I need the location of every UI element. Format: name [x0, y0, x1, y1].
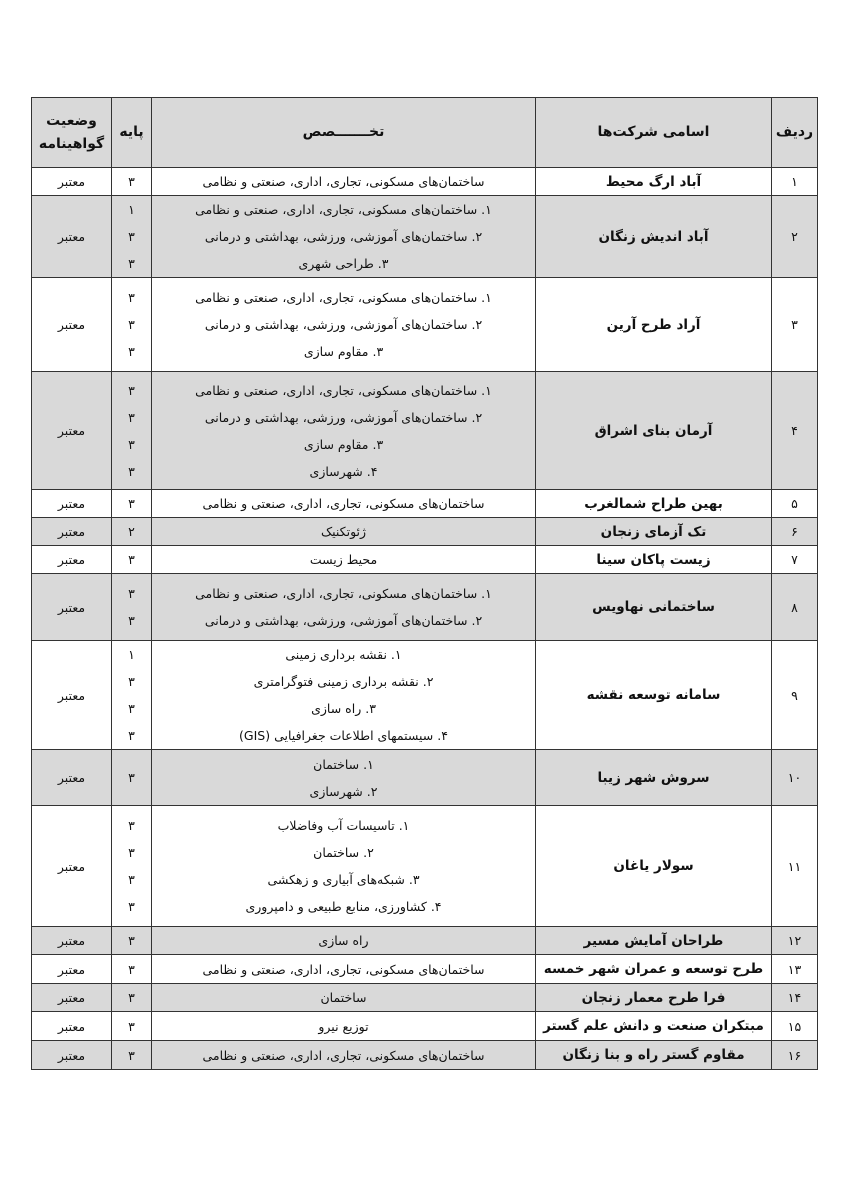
- company-name-cell: زیست پاکان سینا: [536, 546, 772, 574]
- table-row: [32, 196, 818, 278]
- header-status: وضعیت گواهینامه: [32, 98, 112, 168]
- specialty-line: ساختمان‌های مسکونی، تجاری، اداری، صنعتی و نظامی: [202, 961, 485, 977]
- row-number-cell: ۱۳: [772, 955, 818, 984]
- table-row: [32, 574, 818, 641]
- base-cell: [112, 518, 152, 546]
- row-number-cell: ۵: [772, 490, 818, 518]
- base-value: ۳: [128, 845, 135, 860]
- header-row-number: ردیف: [772, 98, 818, 168]
- status-cell: معتبر: [32, 278, 112, 372]
- base-cell: [112, 955, 152, 984]
- base-cell: [112, 196, 152, 278]
- specialty-line: ۲. ساختمان‌های آموزشی، ورزشی، بهداشتی و درمانی: [204, 409, 483, 425]
- base-value: ۳: [128, 728, 135, 743]
- specialty-line: ۱. ساختمان‌های مسکونی، تجاری، اداری، صنعتی و نظامی: [195, 202, 492, 217]
- company-name-cell: ساختمانی نهاویس: [536, 574, 772, 641]
- status-cell: معتبر: [32, 750, 112, 806]
- base-value: ۳: [128, 899, 135, 914]
- row-number-cell: ۹: [772, 641, 818, 750]
- row-number-cell: ۱۴: [772, 984, 818, 1012]
- company-name-cell: آراد طرح آرین: [536, 278, 772, 372]
- base-cell: [112, 546, 152, 574]
- table-row: [32, 168, 818, 196]
- specialty-line: محیط زیست: [309, 552, 378, 567]
- base-cell: [112, 278, 152, 372]
- specialty-cell: [152, 574, 536, 641]
- base-value: ۳: [128, 229, 135, 244]
- specialty-cell: [152, 196, 536, 278]
- specialty-line: توزیع نیرو: [318, 1018, 369, 1034]
- status-cell: معتبر: [32, 574, 112, 641]
- specialty-line: ۳. مقاوم سازی: [303, 436, 384, 452]
- specialty-line: ۳. مقاوم سازی: [303, 344, 384, 359]
- base-cell: [112, 750, 152, 806]
- specialty-cell: [152, 1012, 536, 1041]
- specialty-line: ۲. نقشه برداری زمینی فتوگرامتری: [253, 674, 434, 689]
- base-cell: [112, 1012, 152, 1041]
- specialty-line: ۳. طراحی شهری: [298, 256, 389, 271]
- base-value: ۳: [128, 701, 135, 716]
- company-name-cell: سروش شهر زیبا: [536, 750, 772, 806]
- base-cell: [112, 1041, 152, 1070]
- specialty-line: ۱. ساختمان: [313, 756, 374, 772]
- table-row: [32, 518, 818, 546]
- specialty-line: ساختمان‌های مسکونی، تجاری، اداری، صنعتی و نظامی: [202, 1047, 485, 1063]
- row-number-cell: ۲: [772, 196, 818, 278]
- specialty-cell: [152, 546, 536, 574]
- base-cell: [112, 574, 152, 641]
- base-value: ۳: [128, 586, 135, 601]
- specialty-cell: [152, 518, 536, 546]
- specialty-cell: [152, 806, 536, 927]
- base-value: ۳: [128, 990, 135, 1005]
- table-row: [32, 806, 818, 927]
- specialty-cell: [152, 168, 536, 196]
- company-name-cell: مقاوم گستر راه و بنا زنگان: [536, 1041, 772, 1070]
- company-name-cell: مبتکران صنعت و دانش علم گستر: [536, 1012, 772, 1041]
- specialty-line: ۲. ساختمان‌های آموزشی، ورزشی، بهداشتی و درمانی: [204, 613, 483, 628]
- base-value: ۳: [128, 256, 135, 271]
- base-cell: [112, 984, 152, 1012]
- table-row: [32, 984, 818, 1012]
- specialty-line: ۱. نقشه برداری زمینی: [285, 647, 402, 662]
- specialty-cell: [152, 1041, 536, 1070]
- specialty-line: ۴. کشاورزی، منابع طبیعی و دامپروری: [245, 899, 442, 914]
- base-value: ۳: [128, 552, 135, 567]
- header-specialty: تخـــــــصص: [152, 98, 536, 168]
- base-value: ۳: [128, 436, 135, 452]
- row-number-cell: ۷: [772, 546, 818, 574]
- table-row: [32, 278, 818, 372]
- base-value: ۱: [128, 647, 135, 662]
- table-row: [32, 641, 818, 750]
- specialty-line: ۳. شبکه‌های آبیاری و زهکشی: [267, 872, 420, 887]
- specialty-cell: [152, 278, 536, 372]
- specialty-cell: [152, 750, 536, 806]
- status-cell: معتبر: [32, 490, 112, 518]
- base-value: ۳: [128, 496, 135, 511]
- specialty-line: ۱. ساختمان‌های مسکونی، تجاری، اداری، صنعتی و نظامی: [195, 290, 492, 305]
- status-cell: معتبر: [32, 546, 112, 574]
- base-value: ۳: [128, 382, 135, 398]
- company-name-cell: آرمان بنای اشراق: [536, 372, 772, 490]
- row-number-cell: ۱: [772, 168, 818, 196]
- base-value: ۳: [128, 1047, 135, 1063]
- company-name-cell: سولار یاغان: [536, 806, 772, 927]
- company-name-cell: آباد ارگ محیط: [536, 168, 772, 196]
- base-value: ۳: [128, 818, 135, 833]
- specialty-line: راه سازی: [318, 933, 369, 948]
- company-name-cell: آباد اندیش زنگان: [536, 196, 772, 278]
- base-value: ۱: [128, 202, 135, 217]
- base-cell: [112, 490, 152, 518]
- row-number-cell: ۱۵: [772, 1012, 818, 1041]
- table-row: [32, 372, 818, 490]
- specialty-line: ساختمان‌های مسکونی، تجاری، اداری، صنعتی و نظامی: [202, 496, 485, 511]
- company-name-cell: بهین طراح شمالغرب: [536, 490, 772, 518]
- header-base: پایه: [112, 98, 152, 168]
- base-value: ۳: [128, 770, 135, 785]
- company-name-cell: فرا طرح معمار زنجان: [536, 984, 772, 1012]
- status-cell: معتبر: [32, 1041, 112, 1070]
- specialty-line: ۴. شهرسازی: [309, 463, 378, 479]
- specialty-line: ۱. ساختمان‌های مسکونی، تجاری، اداری، صنعتی و نظامی: [195, 586, 492, 601]
- specialty-cell: [152, 372, 536, 490]
- row-number-cell: ۶: [772, 518, 818, 546]
- specialty-line: ۴. سیستمهای اطلاعات جغرافیایی (GIS): [239, 728, 448, 743]
- company-name-cell: سامانه توسعه نقشه: [536, 641, 772, 750]
- specialty-line: ساختمان‌های مسکونی، تجاری، اداری، صنعتی و نظامی: [202, 174, 485, 189]
- base-value: ۳: [128, 872, 135, 887]
- companies-table: [31, 97, 818, 1070]
- base-value: ۳: [128, 674, 135, 689]
- status-cell: معتبر: [32, 518, 112, 546]
- table-row: [32, 927, 818, 955]
- base-cell: [112, 168, 152, 196]
- status-cell: معتبر: [32, 955, 112, 984]
- table-row: [32, 546, 818, 574]
- specialty-line: ژئوتکنیک: [320, 524, 367, 539]
- base-value: ۳: [128, 317, 135, 332]
- specialty-line: ساختمان: [320, 990, 367, 1005]
- table-row: [32, 955, 818, 984]
- table-row: [32, 1041, 818, 1070]
- specialty-line: ۱. ساختمان‌های مسکونی، تجاری، اداری، صنعتی و نظامی: [195, 382, 492, 398]
- status-cell: معتبر: [32, 168, 112, 196]
- base-value: ۳: [128, 409, 135, 425]
- base-value: ۳: [128, 613, 135, 628]
- base-cell: [112, 806, 152, 927]
- base-value: ۳: [128, 174, 135, 189]
- header-company: اسامی شرکت‌ها: [536, 98, 772, 168]
- specialty-cell: [152, 955, 536, 984]
- status-cell: معتبر: [32, 927, 112, 955]
- status-cell: معتبر: [32, 984, 112, 1012]
- specialty-cell: [152, 927, 536, 955]
- specialty-line: ۲. ساختمان‌های آموزشی، ورزشی، بهداشتی و درمانی: [204, 317, 483, 332]
- base-value: ۳: [128, 290, 135, 305]
- table-row: [32, 490, 818, 518]
- company-name-cell: طرح توسعه و عمران شهر خمسه: [536, 955, 772, 984]
- base-value: ۳: [128, 463, 135, 479]
- row-number-cell: ۴: [772, 372, 818, 490]
- specialty-cell: [152, 641, 536, 750]
- specialty-line: ۲. ساختمان: [313, 845, 374, 860]
- row-number-cell: ۱۰: [772, 750, 818, 806]
- table-row: [32, 750, 818, 806]
- base-value: ۳: [128, 933, 135, 948]
- status-cell: معتبر: [32, 372, 112, 490]
- specialty-line: ۲. ساختمان‌های آموزشی، ورزشی، بهداشتی و درمانی: [204, 229, 483, 244]
- status-cell: معتبر: [32, 641, 112, 750]
- base-cell: [112, 372, 152, 490]
- base-value: ۳: [128, 1018, 135, 1034]
- specialty-line: ۳. راه سازی: [311, 701, 376, 716]
- base-cell: [112, 927, 152, 955]
- company-name-cell: تک آزمای زنجان: [536, 518, 772, 546]
- company-name-cell: طراحان آمایش مسیر: [536, 927, 772, 955]
- base-value: ۳: [128, 344, 135, 359]
- table-body: [32, 168, 818, 1070]
- table-header-row: [32, 98, 818, 168]
- row-number-cell: ۸: [772, 574, 818, 641]
- base-value: ۳: [128, 961, 135, 977]
- status-cell: معتبر: [32, 806, 112, 927]
- row-number-cell: ۳: [772, 278, 818, 372]
- specialty-cell: [152, 984, 536, 1012]
- row-number-cell: ۱۱: [772, 806, 818, 927]
- row-number-cell: ۱۶: [772, 1041, 818, 1070]
- status-cell: معتبر: [32, 1012, 112, 1041]
- status-cell: معتبر: [32, 196, 112, 278]
- specialty-line: ۲. شهرسازی: [309, 783, 378, 799]
- specialty-line: ۱. تاسیسات آب وفاضلاب: [277, 818, 410, 833]
- row-number-cell: ۱۲: [772, 927, 818, 955]
- base-cell: [112, 641, 152, 750]
- base-value: ۲: [128, 524, 135, 539]
- specialty-cell: [152, 490, 536, 518]
- table-row: [32, 1012, 818, 1041]
